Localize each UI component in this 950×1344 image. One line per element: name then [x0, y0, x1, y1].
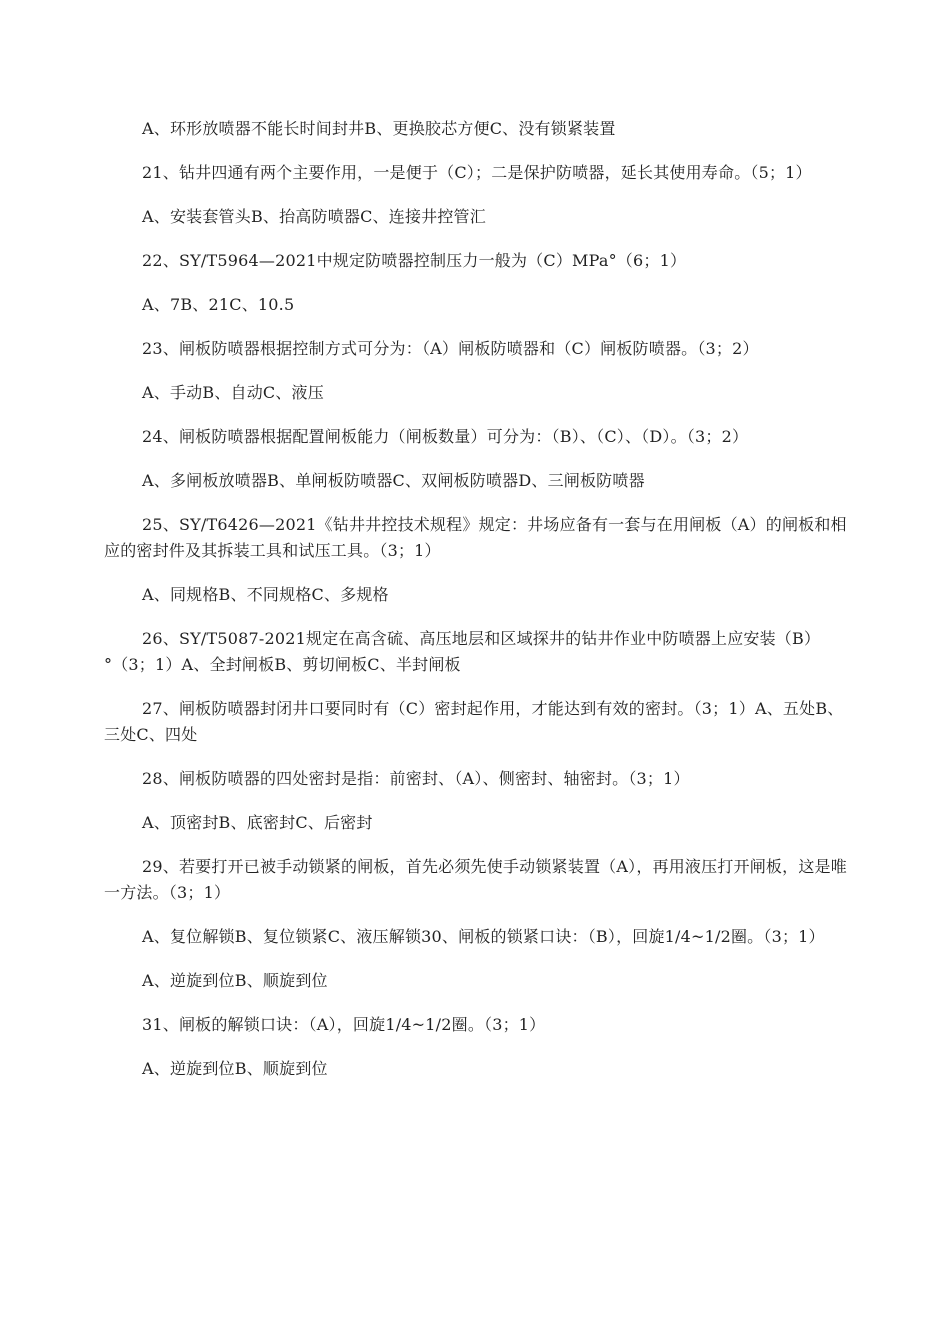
answer-options-21: A、安装套管头B、抬高防喷器C、连接井控管汇 [142, 207, 486, 226]
answer-options-23: A、手动B、自动C、液压 [142, 383, 324, 402]
question-22: 22、SY/T5964—2021中规定防喷器控制压力一般为（C）MPa°（6；1） [142, 251, 687, 270]
question-26: 26、SY/T5087-2021规定在高含硫、高压地层和区域探井的钻井作业中防喷器上应安装（B）°（3；1）A、全封闸板B、剪切闸板C、半封闸板 [104, 629, 821, 674]
answer-options-25: A、同规格B、不同规格C、多规格 [142, 585, 389, 604]
answer-options-31: A、逆旋到位B、顺旋到位 [142, 1059, 328, 1078]
answer-options-22: A、7B、21C、10.5 [142, 295, 295, 314]
question-31: 31、闸板的解锁口诀：（A），回旋1/4~1/2圈。（3；1） [142, 1015, 546, 1034]
question-23: 23、闸板防喷器根据控制方式可分为：（A）闸板防喷器和（C）闸板防喷器。（3；2） [142, 339, 759, 358]
answer-options-30: A、逆旋到位B、顺旋到位 [142, 971, 328, 990]
answer-options-20: A、环形放喷器不能长时间封井B、更换胶芯方便C、没有锁紧装置 [142, 119, 616, 138]
question-25: 25、SY/T6426—2021《钻井井控技术规程》规定：井场应备有一套与在用闸板（A）的闸板和相应的密封件及其拆装工具和试压工具。（3；1） [104, 515, 847, 560]
answer-options-28: A、顶密封B、底密封C、后密封 [142, 813, 373, 832]
question-21: 21、钻井四通有两个主要作用，一是便于（C）；二是保护防喷器，延长其使用寿命。（5；1） [142, 163, 812, 182]
question-29: 29、若要打开已被手动锁紧的闸板，首先必须先使手动锁紧装置（A），再用液压打开闸板，这是唯一方法。（3；1） [104, 857, 847, 902]
answer-options-24: A、多闸板放喷器B、单闸板防喷器C、双闸板防喷器D、三闸板防喷器 [142, 471, 645, 490]
document-page [104, 116, 848, 1100]
question-27: 27、闸板防喷器封闭井口要同时有（C）密封起作用，才能达到有效的密封。（3；1）A、五处B、三处C、四处 [104, 699, 844, 744]
question-28: 28、闸板防喷器的四处密封是指：前密封、（A）、侧密封、轴密封。（3；1） [142, 769, 690, 788]
answer-options-29-question-30: A、复位解锁B、复位锁紧C、液压解锁30、闸板的锁紧口诀：（B），回旋1/4~1/2圈。（3；1） [142, 927, 825, 946]
question-24: 24、闸板防喷器根据配置闸板能力（闸板数量）可分为：（B）、（C）、（D）。（3；2） [142, 427, 749, 446]
